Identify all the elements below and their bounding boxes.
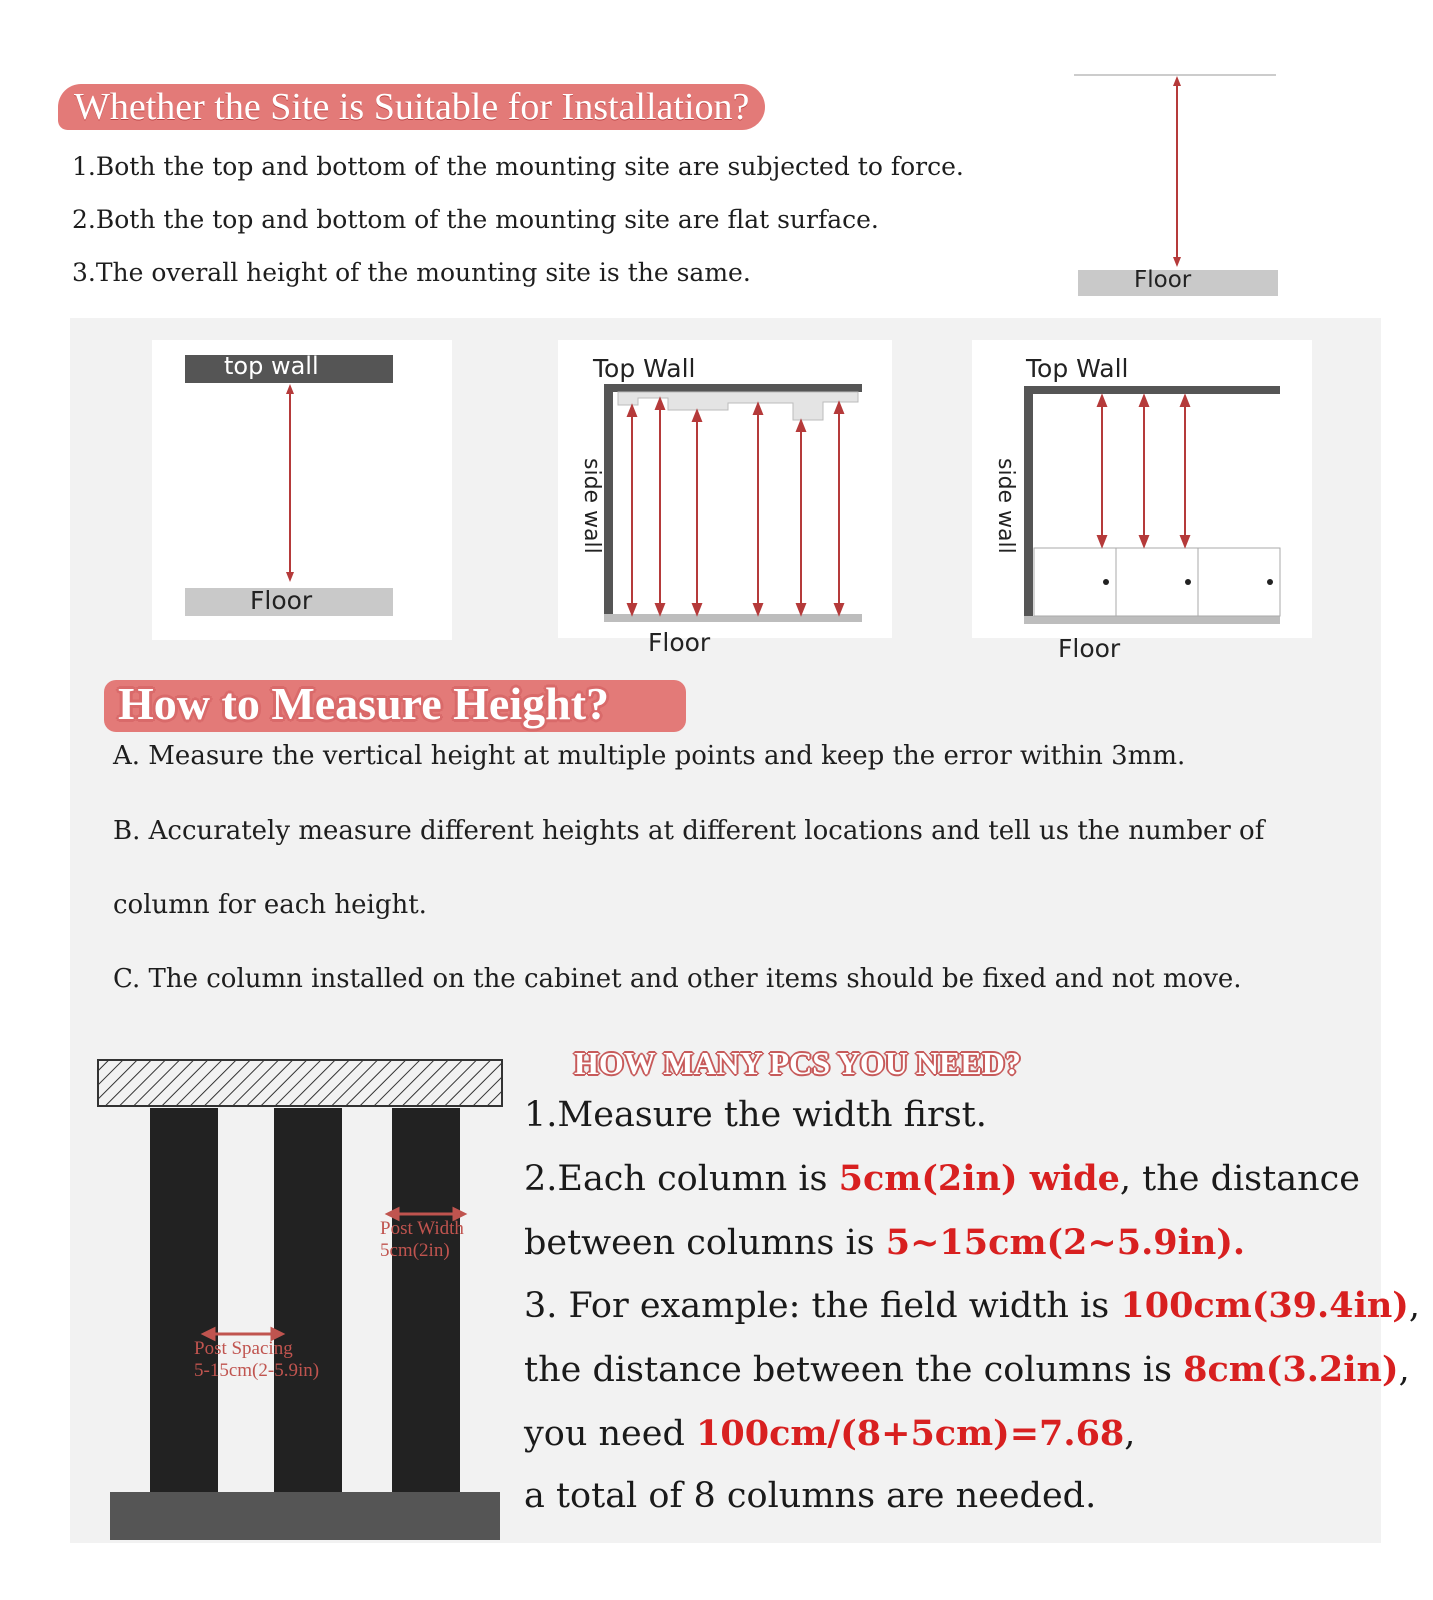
pcs-line-3-highlight: 5~15cm(2~5.9in). [885,1222,1246,1263]
pcs-line-2-b: , the distance [1119,1159,1360,1199]
requirement-3: 3.The overall height of the mounting site is the same. [72,258,751,287]
pcs-line-6-a: you need [524,1414,697,1454]
pcs-line-2-highlight: 5cm(2in) wide [838,1158,1120,1199]
pcs-line-2 [524,1158,1360,1199]
d2-floor-label: Floor [648,628,711,657]
post-spacing-line1: Post Spacing [194,1338,293,1359]
pcs-line-7: a total of 8 columns are needed. [524,1476,1097,1516]
posts-graphic [96,1058,506,1544]
requirement-1: 1.Both the top and bottom of the mounting site are subjected to force. [72,152,964,181]
pcs-line-6-highlight: 100cm/(8+5cm)=7.68 [696,1413,1125,1454]
post-spacing-line2: 5-15cm(2-5.9in) [194,1360,320,1381]
measure-step-a: A. Measure the vertical height at multiple points and keep the error within 3mm. [113,741,1186,771]
measure-step-b-cont: column for each height. [113,890,427,920]
d3-top-wall-label: Top Wall [1026,354,1129,383]
pcs-line-3-a: between columns is [524,1223,886,1263]
pcs-line-6 [524,1413,1135,1454]
pcs-line-3 [524,1222,1245,1263]
corner-floor-label: Floor [1134,267,1192,293]
pcs-line-4 [524,1285,1420,1326]
d1-floor-label: Floor [250,586,313,615]
post-width-line1: Post Width [380,1218,464,1239]
d3-side-wall-label: side wall [993,458,1018,554]
pcs-line-2-a: 2.Each column is [524,1159,839,1199]
diagram-cabinet [972,340,1312,638]
d2-side-wall-label: side wall [579,458,604,554]
pcs-section-title: HOW MANY PCS YOU NEED? [574,1045,1021,1081]
pcs-line-6-b: , [1124,1414,1136,1454]
measure-step-b: B. Accurately measure different heights at different locations and tell us the number of [113,816,1265,846]
post-width-label [380,1218,464,1262]
d2-top-wall-label: Top Wall [593,354,696,383]
d2-ceiling-graphic [558,340,892,638]
requirement-2: 2.Both the top and bottom of the mounting site are flat surface. [72,205,879,234]
pcs-line-5-highlight: 8cm(3.2in) [1183,1349,1399,1390]
pcs-line-5 [524,1349,1410,1390]
diagram-top-wall-floor [152,340,452,640]
d1-top-wall-label: top wall [224,352,319,380]
d3-floor-label: Floor [1058,634,1121,663]
pcs-line-5-a: the distance between the columns is [524,1350,1184,1390]
diagram-uneven-ceiling [558,340,892,638]
pcs-line-1: 1.Measure the width first. [524,1095,987,1135]
post-width-line2: 5cm(2in) [380,1240,450,1261]
pcs-line-4-b: , [1408,1286,1421,1326]
pcs-line-4-highlight: 100cm(39.4in) [1120,1285,1409,1326]
measure-section-title: How to Measure Height? [118,678,610,729]
corner-height-diagram [1010,60,1350,310]
posts-illustration [96,1058,506,1544]
d3-cabinet-graphic [972,340,1312,638]
pcs-line-4-a: 3. For example: the field width is [524,1286,1121,1326]
pcs-line-5-b: , [1398,1350,1410,1390]
measure-step-c: C. The column installed on the cabinet and other items should be fixed and not move. [113,964,1242,994]
post-spacing-label [194,1338,319,1382]
site-section-title: Whether the Site is Suitable for Installation? [58,84,765,130]
